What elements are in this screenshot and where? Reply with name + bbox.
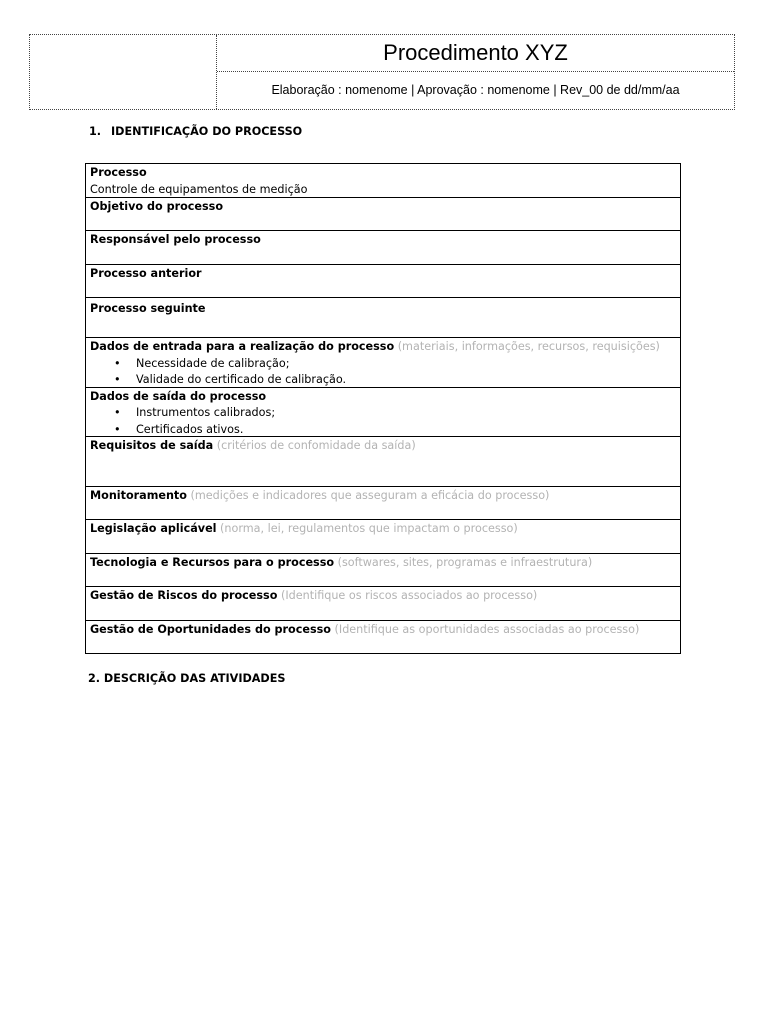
row-label: Requisitos de saída xyxy=(90,439,214,452)
row-label: Monitoramento xyxy=(90,488,187,502)
revision-info: Elaboração : nomenome | Aprovação : nomenome | Rev_00 de dd/mm/aa xyxy=(271,83,680,97)
row-hint: (critérios de confomidade da saída) xyxy=(213,439,416,452)
bullet-icon: • xyxy=(114,406,121,419)
document-title: Procedimento XYZ xyxy=(217,35,734,72)
row-processo-seguinte xyxy=(86,298,680,338)
row-responsavel xyxy=(86,231,680,265)
entrada-list xyxy=(90,356,676,388)
bullet-icon: • xyxy=(114,356,121,370)
row-hint: (softwares, sites, programas e infraestrutura) xyxy=(334,555,593,569)
bullet-icon: • xyxy=(114,373,121,386)
row-dados-saida xyxy=(86,388,680,438)
row-requisitos-saida xyxy=(86,437,680,487)
row-gestao-oportunidades xyxy=(86,621,680,655)
row-processo-anterior xyxy=(86,265,680,299)
section-heading-descricao: 2. DESCRIÇÃO DAS ATIVIDADES xyxy=(88,672,286,685)
row-label: Responsável pelo processo xyxy=(90,233,261,246)
row-hint: (norma, lei, regulamentos que impactam o processo) xyxy=(216,522,518,535)
row-label: Legislação aplicável xyxy=(90,522,217,535)
row-hint: (medições e indicadores que asseguram a eficácia do processo) xyxy=(186,488,550,502)
saida-list xyxy=(90,405,676,437)
section-heading-identificacao xyxy=(89,125,302,138)
row-hint: (Identifique os riscos associados ao processo) xyxy=(277,589,538,602)
row-label: Tecnologia e Recursos para o processo xyxy=(90,555,335,569)
row-label: Dados de entrada para a realização do processo xyxy=(90,340,395,353)
section-title: IDENTIFICAÇÃO DO PROCESSO xyxy=(111,125,303,138)
row-tecnologia xyxy=(86,554,680,588)
row-label: Dados de saída do processo xyxy=(90,389,267,403)
row-label: Objetivo do processo xyxy=(90,199,224,213)
row-hint: (materiais, informações, recursos, requisições) xyxy=(394,340,660,353)
list-item: • Certificados ativos. xyxy=(112,422,676,438)
row-hint: (Identifique as oportunidades associadas ao processo) xyxy=(330,622,640,636)
row-gestao-riscos xyxy=(86,587,680,621)
bullet-icon: • xyxy=(114,422,121,436)
row-dados-entrada xyxy=(86,338,680,388)
document-header xyxy=(29,34,735,110)
row-label: Processo anterior xyxy=(90,266,202,280)
process-identification-table xyxy=(85,163,681,654)
row-label: Processo xyxy=(90,166,147,179)
row-objetivo xyxy=(86,198,680,232)
row-label: Gestão de Oportunidades do processo xyxy=(90,622,331,636)
section-number: 1. xyxy=(89,125,102,138)
row-legislacao xyxy=(86,520,680,554)
list-item: • Validade do certificado de calibração. xyxy=(112,372,676,388)
row-monitoramento xyxy=(86,487,680,521)
logo-cell xyxy=(30,35,217,109)
row-label: Processo seguinte xyxy=(90,302,206,315)
row-value: Controle de equipamentos de medição xyxy=(90,182,308,196)
list-item: • Necessidade de calibração; xyxy=(112,356,676,373)
row-label: Gestão de Riscos do processo xyxy=(90,589,278,602)
list-item: • Instrumentos calibrados; xyxy=(112,405,676,422)
row-processo xyxy=(86,164,680,198)
